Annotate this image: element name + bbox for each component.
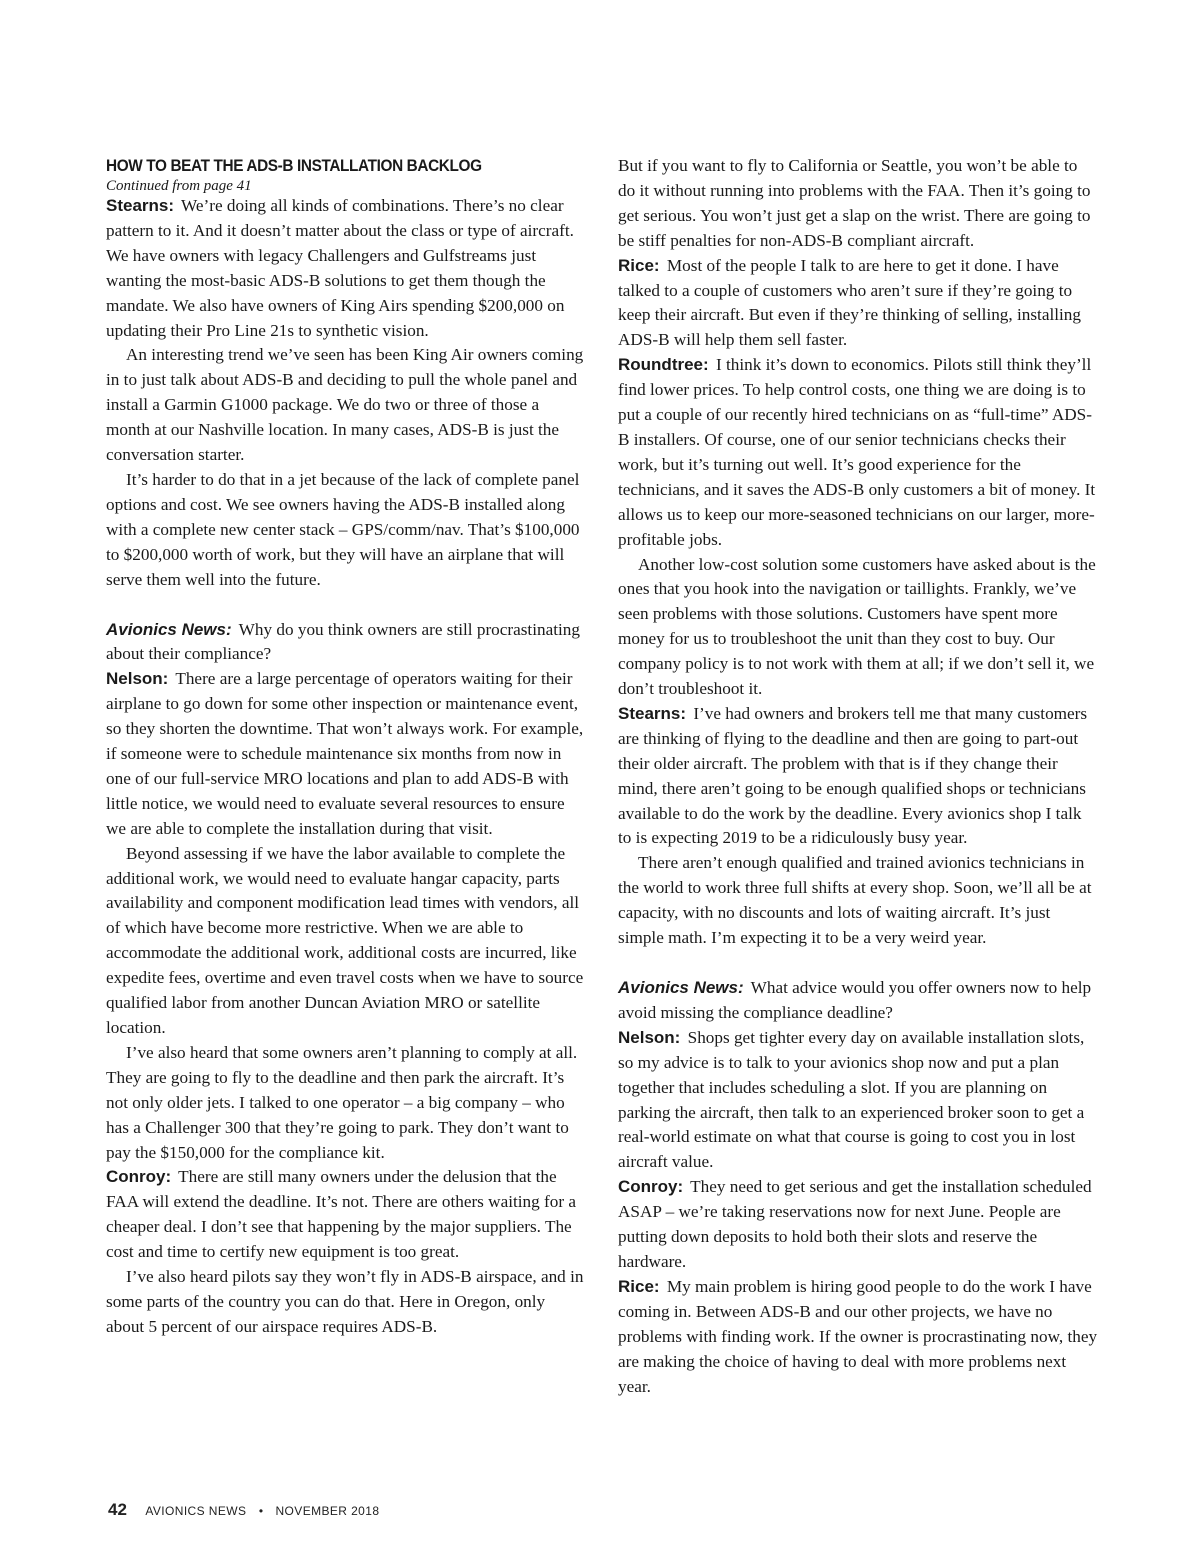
paragraph: An interesting trend we’ve seen has been King Air owners coming in to just talk about ADS-B and deciding to pull the whole panel and install a Garmin G1000 package. We do two or three of those a month at our Nashville location. In many cases, ADS-B is just the conversation starter. [106,345,584,465]
paragraph-text: There are still many owners under the delusion that the FAA will extend the deadline. It’s not. There are others waiting for a cheaper deal. I don’t see that happening by the major suppliers. The cost and time to certify new equipment is too great. [106,1167,576,1262]
paragraph [618,702,1098,851]
paragraph [618,976,1098,1026]
paragraph: I’ve also heard pilots say they won’t fly in ADS-B airspace, and in some parts of the country you can do that. Here in Oregon, only about 5 percent of our airspace requires ADS-B. [106,1267,584,1336]
speaker-name: Conroy: [618,1177,684,1197]
spacer [618,951,1098,976]
paragraph [106,1165,586,1265]
article-headline: HOW TO BEAT THE ADS-B INSTALLATION BACKLOG [106,157,482,175]
paragraph: It’s harder to do that in a jet because of the lack of complete panel options and cost. We see owners having the ADS-B installed along with a complete new center stack – GPS/comm/nav. That’s $100,000 to $200,000 worth of work, but they will have an airplane that will serve them well into the future. [106,469,580,589]
paragraph: Beyond assessing if we have the labor available to complete the additional work, we would need to evaluate hangar capacity, parts availability and component modification lead times with vendors, all of which have become more restrictive. When we are able to accommodate the additional work, additional costs are incurred, like expedite fees, overtime and even travel costs when we have to source qualified labor from another Duncan Aviation MRO or satellite location. [106,843,584,1037]
paragraph [106,618,586,668]
paragraph-text: They need to get serious and get the installation scheduled ASAP – we’re taking reservations now for next June. People are putting down deposits to hold both their slots and reserve the hardware. [618,1177,1092,1271]
speaker-name: Rice: [618,1276,660,1296]
page-footer [108,1500,379,1520]
paragraph-text: We’re doing all kinds of combinations. There’s no clear pattern to it. And it doesn’t matter about the class or type of aircraft. We have owners with legacy Challengers and Gulfstreams just wanting the most-basic ADS-B solutions to get them though the mandate. We also have owners of King Airs spending $200,000 on updating their Pro Line 21s to synthetic vision. [106,196,574,340]
continued-note: Continued from page 41 [106,178,252,194]
paragraph-text: My main problem is hiring good people to do the work I have coming in. Between ADS-B and our other projects, we have no problems with finding work. If the owner is procrastinating now, they are making the choice of having to deal with more problems next year. [618,1276,1098,1396]
issue-date: NOVEMBER 2018 [275,1504,380,1518]
speaker-name: Nelson: [618,1027,681,1047]
paragraph [618,254,1098,354]
paragraph-text: Shops get tighter every day on available installation slots, so my advice is to talk to your avionics shop now and put a plan together that includes scheduling a slot. If you are planning on parking the aircraft, then talk to an experienced broker soon to get a real-world estimate on what that course is going to cost you in lost aircraft value. [618,1027,1085,1172]
paragraph: Another low-cost solution some customers have asked about is the ones that you hook into the navigation or taillights. Frankly, we’ve seen problems with those solutions. Customers have spent more money for us to troubleshoot the unit than they cost to buy. Our company policy is to not work with them at all; if we don’t sell it, we don’t troubleshoot it. [618,554,1096,699]
publication-name: AVIONICS NEWS [145,1504,247,1518]
speaker-name: Avionics News: [618,978,744,997]
page-number: 42 [108,1500,127,1519]
footer-separator: • [258,1504,264,1518]
left-column [106,154,586,1340]
paragraph-text: Most of the people I talk to are here to get it done. I have talked to a couple of customers who aren’t sure if they’re going to keep their aircraft. But even if they’re thinking of selling, installing ADS-B will help them sell faster. [618,255,1081,350]
paragraph: I’ve also heard that some owners aren’t planning to comply at all. They are going to fly to the deadline and then park the aircraft. It’s not only older jets. I talked to one operator – a big company – who has a Challenger 300 that they’re going to park. They don’t want to pay the $150,000 for the compliance kit. [106,1042,578,1162]
paragraph: There aren’t enough qualified and trained avionics technicians in the world to work three full shifts at every shop. Soon, we’ll all be at capacity, with no discounts and lots of waiting aircraft. It’s just simple math. I’m expecting it to be a very weird year. [618,853,1092,948]
paragraph-text: What advice would you offer owners now to help avoid missing the compliance deadline? [618,978,1092,1022]
speaker-name: Conroy: [106,1167,172,1187]
paragraph [618,1175,1098,1275]
paragraph-text: I think it’s down to economics. Pilots still think they’ll find lower prices. To help control costs, one thing we are doing is to put a couple of our recently hired technicians on as “full-time” ADS-B installers. Of course, one of our senior technicians checks their work, but it’s turning out well. It’s good experience for the technicians, and it saves the ADS-B only customers a bit of money. It allows us to keep our more-seasoned technicians on our larger, more-profitable jobs. [618,355,1096,549]
paragraph-text: I’ve had owners and brokers tell me that many customers are thinking of flying to the deadline and then are going to part-out their older aircraft. The problem with that is if they change their mind, there aren’t going to be enough qualified shops or technicians available to do the work by the deadline. Every avionics shop I talk to is expecting 2019 to be a ridiculously busy year. [618,703,1088,848]
paragraph [618,1275,1098,1400]
speaker-name: Avionics News: [106,619,232,639]
spacer [106,593,586,618]
speaker-name: Stearns: [618,703,687,723]
speaker-name: Roundtree: [618,355,709,375]
speaker-name: Stearns: [106,196,175,215]
paragraph-text: Why do you think owners are still procrastinating about their compliance? [106,619,580,664]
speaker-name: Rice: [618,255,660,275]
right-column [618,154,1098,1399]
speaker-name: Nelson: [106,669,169,689]
paragraph [106,194,586,343]
paragraph [106,667,586,841]
paragraph: But if you want to fly to California or Seattle, you won’t be able to do it without running into problems with the FAA. Then it’s going to get serious. You won’t just get a slap on the wrist. There are going to be stiff penalties for non-ADS-B compliant aircraft. [618,156,1091,250]
paragraph-text: There are a large percentage of operators waiting for their airplane to go down for some other inspection or maintenance event, so they shorten the downtime. That won’t always work. For example, if someone were to schedule maintenance six months from now in one of our full-service MRO locations and plan to add ADS-B with little notice, we would need to evaluate several resources to ensure we are able to complete the installation during that visit. [106,669,584,838]
paragraph [618,353,1098,552]
paragraph [618,1026,1098,1175]
